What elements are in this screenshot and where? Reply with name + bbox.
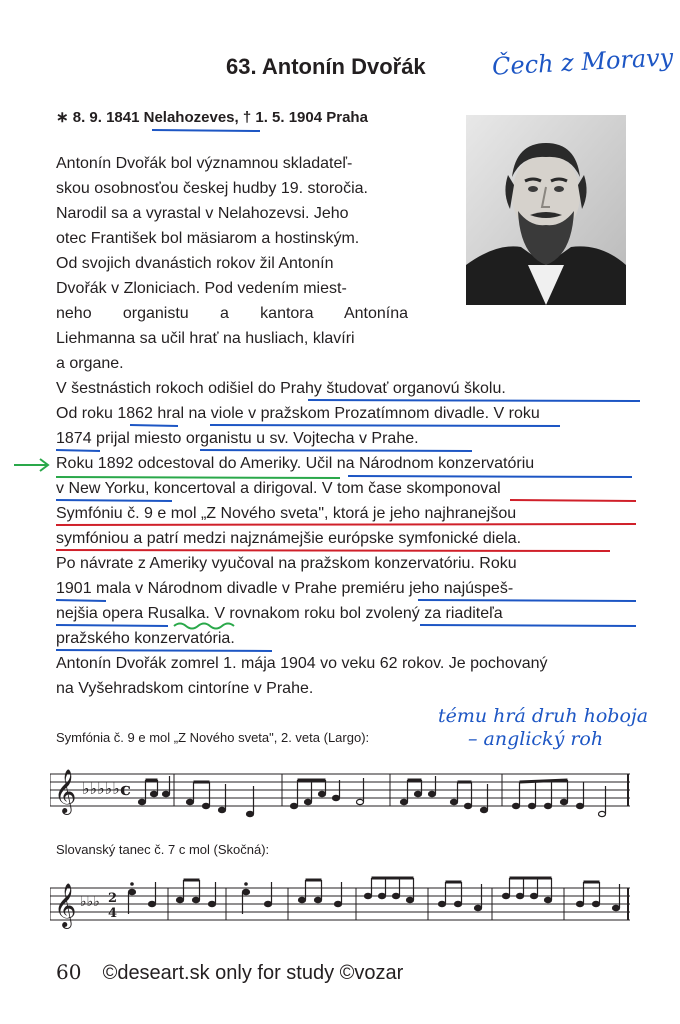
page-number: 60: [56, 960, 82, 984]
score-caption-1: Symfónia č. 9 e mol „Z Nového sveta", 2. veta (Largo):: [56, 730, 370, 745]
text-line: Dvořák v Zloniciach. Pod vedením miest-: [56, 280, 347, 297]
music-staff-2: [50, 870, 640, 940]
text-line: Antonín Dvořák zomrel 1. mája 1904 vo veku 62 rokov. Je pochovaný: [56, 655, 548, 672]
text-line: Od svojich dvanástich rokov žil Antonín: [56, 255, 334, 272]
text-line: pražského konzervatória.: [56, 630, 235, 647]
text-line: skou osobnosťou českej hudby 19. storočia.: [56, 180, 368, 197]
svg-text:𝄞: 𝄞: [54, 883, 77, 927]
text-line: Liehmanna sa učil hrať na husliach, klavíri: [56, 330, 355, 347]
footer: [56, 960, 403, 985]
green-marks: [14, 459, 340, 629]
svg-text:c: c: [120, 779, 131, 800]
text-line: Roku 1892 odcestoval do Ameriky. Učil na Národnom konzervatóriu: [56, 455, 535, 472]
text-line: nejšia opera Rusalka. V rovnakom roku bol zvolený za riaditeľa: [56, 605, 503, 622]
text-line: V šestnástich rokoch odišiel do Prahy študovať organovú školu.: [56, 380, 506, 397]
text-line: Od roku 1862 hral na viole v pražskom Prozatímnom divadle. V roku: [56, 405, 540, 422]
text-line: Symfóniu č. 9 e mol „Z Nového sveta", ktorá je jeho najhranejšou: [56, 505, 517, 522]
blue-underlines: [56, 130, 640, 651]
birth-death-line: ∗ 8. 9. 1841 Nelahozeves, † 1. 5. 1904 Praha: [56, 109, 368, 126]
footer-copyright: ©deseart.sk only for study ©vozar: [102, 962, 404, 984]
svg-text:𝄞: 𝄞: [54, 769, 77, 813]
score-caption-2: Slovanský tanec č. 7 c mol (Skočná):: [56, 842, 270, 857]
red-underlines: [56, 500, 636, 551]
text-line: otec František bol mäsiarom a hostinským.: [56, 230, 360, 247]
handwritten-note-bottom-1: tému hrá druh hoboja: [438, 705, 649, 727]
text-line: Po návrate z Ameriky vyučoval na pražskom konzervatóriu. Roku: [56, 555, 517, 572]
svg-text:2: 2: [108, 891, 118, 906]
page-title: 63. Antonín Dvořák: [226, 54, 426, 79]
text-line: 1874 prijal miesto organistu u sv. Vojtecha v Prahe.: [56, 430, 419, 447]
text-line: symfóniou a patrí medzi najznámejšie európske symfonické diela.: [56, 530, 522, 547]
text-line: v New Yorku, koncertoval a dirigoval. V tom čase skomponoval: [56, 480, 501, 497]
text-line: a organe.: [56, 355, 124, 372]
text-line: neho organistu a kantora Antonína: [56, 305, 408, 322]
text-line: na Vyšehradskom cintoríne v Prahe.: [56, 680, 314, 697]
text-line: 1901 mala v Národnom divadle v Prahe premiéru jeho najúspeš-: [56, 580, 514, 597]
svg-text:♭♭♭: ♭♭♭: [80, 894, 100, 910]
handwritten-note-top: Čech z Moravy: [491, 43, 674, 81]
svg-text:♭♭♭♭♭: ♭♭♭♭♭: [82, 779, 120, 798]
svg-text:4: 4: [108, 906, 118, 921]
music-staff-1: [50, 760, 640, 830]
handwritten-note-bottom-2: – anglický roh: [468, 728, 604, 750]
text-line: Narodil sa a vyrastal v Nelahozevsi. Jeho: [56, 205, 349, 222]
text-line: Antonín Dvořák bol významnou skladateľ-: [56, 155, 353, 172]
